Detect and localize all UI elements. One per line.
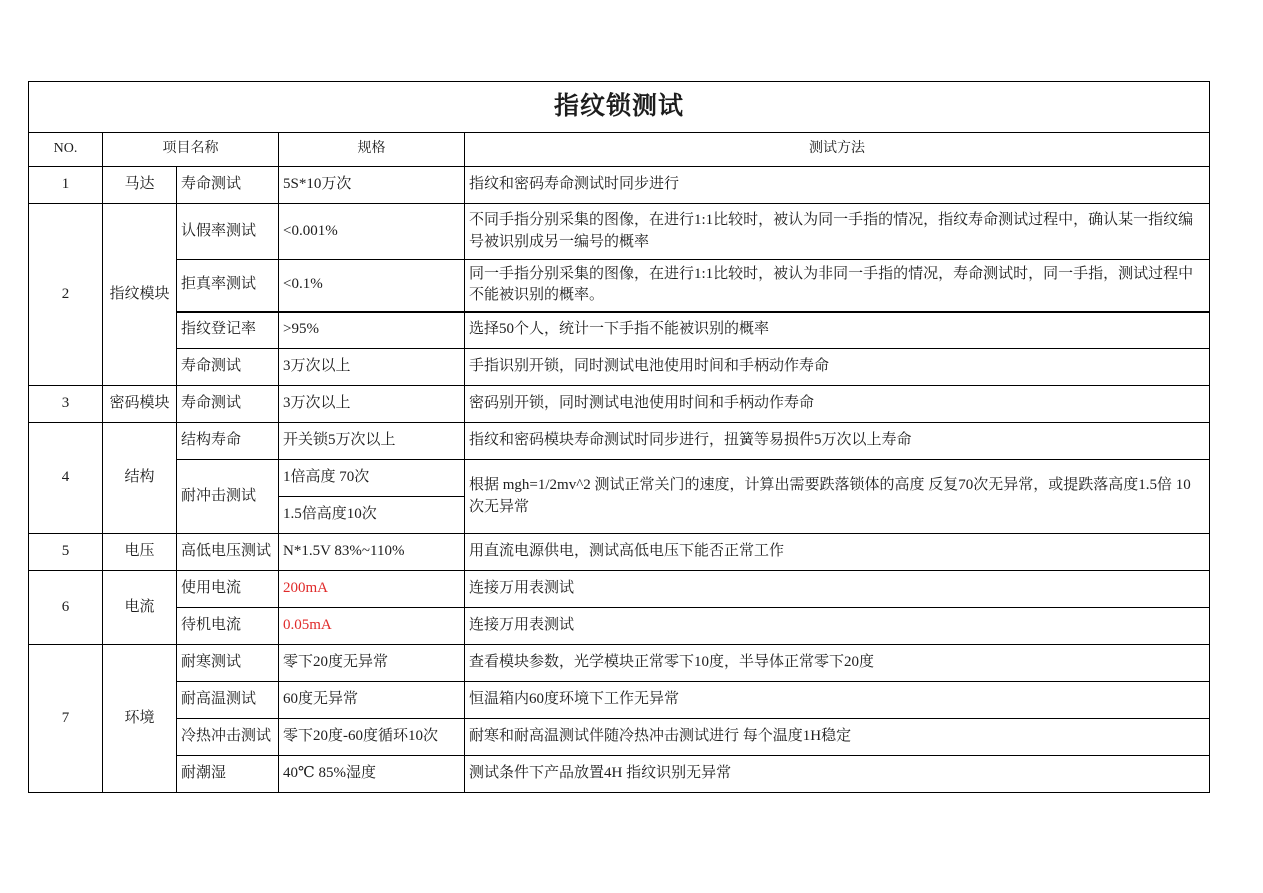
table-header-row bbox=[29, 133, 1210, 167]
cell-method: 根据 mgh=1/2mv^2 测试正常关门的速度，计算出需要跌落锁体的高度 反复70次无异常，或提跌落高度1.5倍 10次无异常 bbox=[465, 460, 1210, 534]
cell-spec: >95% bbox=[279, 312, 465, 349]
column-header-project-name: 项目名称 bbox=[103, 133, 279, 167]
cell-item: 指纹登记率 bbox=[177, 312, 279, 349]
column-header-method: 测试方法 bbox=[465, 133, 1210, 167]
cell-item: 耐冲击测试 bbox=[177, 460, 279, 534]
cell-no: 1 bbox=[29, 167, 103, 204]
cell-spec: 零下20度无异常 bbox=[279, 645, 465, 682]
cell-no: 5 bbox=[29, 534, 103, 571]
column-header-spec: 规格 bbox=[279, 133, 465, 167]
cell-spec-highlighted: 200mA bbox=[279, 571, 465, 608]
table-row bbox=[29, 645, 1210, 682]
cell-spec: 3万次以上 bbox=[279, 349, 465, 386]
cell-no: 6 bbox=[29, 571, 103, 645]
table-row bbox=[29, 608, 1210, 645]
cell-spec: N*1.5V 83%~110% bbox=[279, 534, 465, 571]
cell-item: 使用电流 bbox=[177, 571, 279, 608]
table-row bbox=[29, 719, 1210, 756]
cell-category: 环境 bbox=[103, 645, 177, 793]
cell-spec: 60度无异常 bbox=[279, 682, 465, 719]
table-row bbox=[29, 534, 1210, 571]
cell-item: 寿命测试 bbox=[177, 167, 279, 204]
cell-category: 指纹模块 bbox=[103, 204, 177, 386]
cell-item: 耐潮湿 bbox=[177, 756, 279, 793]
cell-item: 寿命测试 bbox=[177, 386, 279, 423]
fingerprint-lock-test-table bbox=[28, 81, 1210, 793]
cell-item: 待机电流 bbox=[177, 608, 279, 645]
cell-spec: 3万次以上 bbox=[279, 386, 465, 423]
table-row bbox=[29, 571, 1210, 608]
cell-category: 电压 bbox=[103, 534, 177, 571]
cell-spec: 1倍高度 70次 bbox=[279, 460, 465, 497]
cell-method: 用直流电源供电，测试高低电压下能否正常工作 bbox=[465, 534, 1210, 571]
table-row bbox=[29, 260, 1210, 312]
table-row bbox=[29, 386, 1210, 423]
cell-category: 结构 bbox=[103, 423, 177, 534]
cell-spec: 5S*10万次 bbox=[279, 167, 465, 204]
cell-item: 高低电压测试 bbox=[177, 534, 279, 571]
table-row bbox=[29, 167, 1210, 204]
cell-method: 测试条件下产品放置4H 指纹识别无异常 bbox=[465, 756, 1210, 793]
document-title: 指纹锁测试 bbox=[29, 82, 1210, 133]
column-header-no: NO. bbox=[29, 133, 103, 167]
cell-item: 拒真率测试 bbox=[177, 260, 279, 312]
cell-item: 耐寒测试 bbox=[177, 645, 279, 682]
cell-category: 马达 bbox=[103, 167, 177, 204]
table-row bbox=[29, 349, 1210, 386]
cell-method: 不同手指分别采集的图像，在进行1:1比较时，被认为同一手指的情况，指纹寿命测试过程中，确认某一指纹编号被识别成另一编号的概率 bbox=[465, 204, 1210, 260]
cell-no: 2 bbox=[29, 204, 103, 386]
cell-method: 手指识别开锁，同时测试电池使用时间和手柄动作寿命 bbox=[465, 349, 1210, 386]
cell-item: 冷热冲击测试 bbox=[177, 719, 279, 756]
cell-method: 指纹和密码寿命测试时同步进行 bbox=[465, 167, 1210, 204]
cell-method: 查看模块参数，光学模块正常零下10度，半导体正常零下20度 bbox=[465, 645, 1210, 682]
cell-item: 认假率测试 bbox=[177, 204, 279, 260]
cell-spec-highlighted: 0.05mA bbox=[279, 608, 465, 645]
cell-no: 7 bbox=[29, 645, 103, 793]
cell-category: 电流 bbox=[103, 571, 177, 645]
table-row bbox=[29, 423, 1210, 460]
cell-method: 密码别开锁，同时测试电池使用时间和手柄动作寿命 bbox=[465, 386, 1210, 423]
cell-spec: 40℃ 85%湿度 bbox=[279, 756, 465, 793]
cell-method: 选择50个人，统计一下手指不能被识别的概率 bbox=[465, 312, 1210, 349]
table-row bbox=[29, 204, 1210, 260]
cell-spec: <0.001% bbox=[279, 204, 465, 260]
cell-item: 寿命测试 bbox=[177, 349, 279, 386]
cell-no: 3 bbox=[29, 386, 103, 423]
cell-spec: 零下20度-60度循环10次 bbox=[279, 719, 465, 756]
cell-method: 指纹和密码模块寿命测试时同步进行，扭簧等易损件5万次以上寿命 bbox=[465, 423, 1210, 460]
table-row bbox=[29, 312, 1210, 349]
cell-no: 4 bbox=[29, 423, 103, 534]
table-row bbox=[29, 460, 1210, 497]
cell-spec: <0.1% bbox=[279, 260, 465, 312]
cell-spec: 开关锁5万次以上 bbox=[279, 423, 465, 460]
cell-item: 耐高温测试 bbox=[177, 682, 279, 719]
cell-method: 恒温箱内60度环境下工作无异常 bbox=[465, 682, 1210, 719]
cell-category: 密码模块 bbox=[103, 386, 177, 423]
cell-method: 同一手指分别采集的图像，在进行1:1比较时，被认为非同一手指的情况，寿命测试时，同一手指，测试过程中不能被识别的概率。 bbox=[465, 260, 1210, 312]
table-row bbox=[29, 756, 1210, 793]
cell-method: 耐寒和耐高温测试伴随冷热冲击测试进行 每个温度1H稳定 bbox=[465, 719, 1210, 756]
cell-method: 连接万用表测试 bbox=[465, 571, 1210, 608]
table-row bbox=[29, 682, 1210, 719]
cell-item: 结构寿命 bbox=[177, 423, 279, 460]
cell-method: 连接万用表测试 bbox=[465, 608, 1210, 645]
cell-spec: 1.5倍高度10次 bbox=[279, 497, 465, 534]
